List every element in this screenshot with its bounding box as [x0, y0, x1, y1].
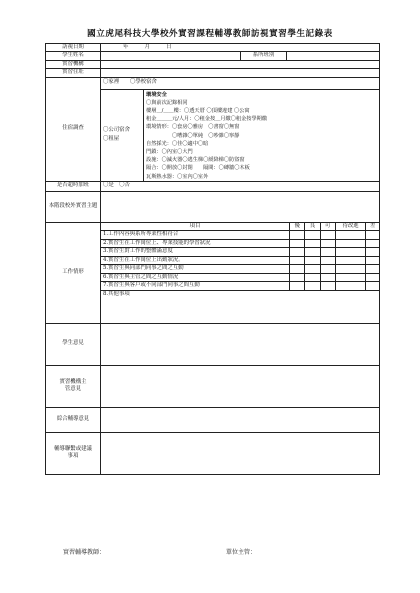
theme-field[interactable]: [101, 191, 380, 222]
situation-item: 5.實習生與同部門同事之間之互動: [101, 265, 290, 274]
org-field[interactable]: [101, 60, 380, 68]
suggest-label: 輔導聯繫或建議事項: [46, 432, 101, 474]
student-opinion-field[interactable]: [101, 323, 380, 365]
situation-row: [101, 273, 379, 282]
situation-cell: [101, 222, 380, 323]
rating-cell[interactable]: [366, 265, 379, 274]
address-field[interactable]: [101, 69, 380, 77]
situation-item: 1.工作內容與系所專業性相符合: [101, 231, 290, 240]
student-name-field[interactable]: [101, 52, 241, 60]
row-student-opinion: [46, 323, 380, 365]
rating-cell[interactable]: [335, 256, 366, 265]
rating-cell[interactable]: [335, 273, 366, 282]
student-name-label: 學生姓名: [46, 52, 101, 60]
rating-cell[interactable]: [290, 256, 305, 265]
housing-rent-option[interactable]: 〇租屋: [103, 136, 120, 143]
student-opinion-label: 學生意見: [46, 323, 101, 365]
teacher-field[interactable]: [101, 407, 380, 432]
row-address: [46, 69, 380, 77]
rating-cell[interactable]: [366, 282, 379, 291]
rating-cell[interactable]: [290, 265, 305, 274]
situation-row: [101, 282, 379, 291]
situation-header-item: 項目: [101, 223, 290, 231]
situation-other-row: [101, 290, 379, 323]
rating-cell[interactable]: [305, 231, 320, 240]
rating-cell[interactable]: [290, 239, 305, 248]
situation-item: 7.實習生與客戶或不同部門同事之間互動: [101, 282, 290, 291]
situation-header-fair: 可: [320, 223, 335, 231]
env-line[interactable]: 設施：〇滅火器〇逃生梯〇緩降梯〇防盜窗: [146, 157, 245, 164]
situation-item: 6.實習生與主管之間之互動情況: [101, 273, 290, 282]
row-overtime: [46, 181, 380, 191]
rating-cell[interactable]: [335, 248, 366, 257]
rating-cell[interactable]: [305, 248, 320, 257]
rating-cell[interactable]: [366, 239, 379, 248]
org-label: 實習機構: [46, 60, 101, 68]
situation-item: 4.實習生在工作崗位上出勤狀況。: [101, 256, 290, 265]
row-visit-date: [46, 44, 380, 52]
rating-cell[interactable]: [320, 231, 335, 240]
env-line[interactable]: 瓦斯熱水器：〇室內〇室外: [146, 173, 209, 180]
situation-row: [101, 239, 379, 248]
situation-row: [101, 265, 379, 274]
env-safety-cell: [144, 89, 380, 181]
situation-header-excellent: 優: [290, 223, 305, 231]
teacher-signature: 實習輔導教師：: [63, 549, 106, 556]
rating-cell[interactable]: [366, 231, 379, 240]
rating-cell[interactable]: [305, 273, 320, 282]
rating-cell[interactable]: [320, 273, 335, 282]
theme-label: 本階段校外實習主題: [46, 191, 101, 222]
row-teacher: [46, 407, 380, 432]
situation-header-row: [101, 223, 379, 231]
housing-rental-options[interactable]: [101, 89, 144, 181]
rating-cell[interactable]: [366, 273, 379, 282]
dept-label: 系所班別: [241, 52, 287, 60]
row-theme: [46, 191, 380, 222]
rating-cell[interactable]: [290, 282, 305, 291]
rating-cell[interactable]: [335, 282, 366, 291]
rating-cell[interactable]: [305, 239, 320, 248]
env-line[interactable]: 環境情形：〇套房〇雅房 〇書窗〇無窗: [146, 124, 240, 131]
env-line[interactable]: 租金＿＿＿元/人月：〇租金按＿月繳〇租金按學期繳: [146, 116, 268, 123]
rating-cell[interactable]: [335, 231, 366, 240]
situation-table: [101, 223, 379, 323]
row-supervisor: [46, 365, 380, 407]
supervisor-label: 實習機構主管意見: [46, 365, 101, 407]
env-line[interactable]: 隔合：〇開放〇封閉 隔間：〇磚牆〇木板: [146, 165, 250, 172]
rating-cell[interactable]: [335, 239, 366, 248]
rating-cell[interactable]: [366, 256, 379, 265]
rating-cell[interactable]: [290, 231, 305, 240]
row-student-name: [46, 52, 380, 60]
env-line[interactable]: 樓層＿/＿＿樓：〇透天厝 〇頂樓違建 〇公寓: [146, 108, 250, 114]
dept-field[interactable]: [287, 52, 380, 60]
rating-cell[interactable]: [290, 273, 305, 282]
situation-item: 2.實習生在工作崗位上、專業技能的學習狀況: [101, 239, 290, 248]
rating-cell[interactable]: [320, 248, 335, 257]
suggest-field[interactable]: [101, 432, 380, 474]
situation-header-poor: 差: [366, 223, 379, 231]
rating-cell[interactable]: [335, 265, 366, 274]
rating-cell[interactable]: [305, 256, 320, 265]
visit-date-label: 訪視日期: [46, 44, 101, 52]
situation-row: [101, 256, 379, 265]
rating-cell[interactable]: [320, 239, 335, 248]
situation-item: 3.實習生對工作的整體滿意度: [101, 248, 290, 257]
env-line[interactable]: 〇與前次記錄相同: [146, 99, 188, 106]
rating-cell[interactable]: [305, 282, 320, 291]
rating-cell[interactable]: [320, 265, 335, 274]
rating-cell[interactable]: [320, 256, 335, 265]
situation-other-item[interactable]: 8.其他事項: [101, 290, 379, 323]
rating-cell[interactable]: [366, 248, 379, 257]
visit-record-table: [45, 43, 380, 475]
situation-row: [101, 248, 379, 257]
env-line[interactable]: 自然採光：〇佳〇適中〇暗: [146, 140, 209, 147]
situation-label: 工作情形: [46, 222, 101, 323]
supervisor-field[interactable]: [101, 365, 380, 407]
form-title: 國立虎尾科技大學校外實習課程輔導教師訪視實習學生記錄表: [87, 29, 333, 39]
visit-date-value[interactable]: 年 月 日: [101, 44, 380, 52]
rating-cell[interactable]: [290, 248, 305, 257]
row-situation: [46, 222, 380, 323]
env-title: 環境安全: [146, 91, 167, 98]
teacher-label: 綜合輔導意見: [46, 407, 101, 432]
rating-cell[interactable]: [320, 282, 335, 291]
row-housing-top: [46, 77, 380, 89]
overtime-options[interactable]: 〇是 〇否: [101, 181, 380, 191]
rating-cell[interactable]: [305, 265, 320, 274]
supervisor-signature: 單位主管：: [226, 549, 257, 556]
address-label: 實習住址: [46, 69, 101, 77]
situation-row: [101, 231, 379, 240]
row-org: [46, 60, 380, 68]
row-suggest: [46, 432, 380, 474]
situation-header-good: 良: [305, 223, 320, 231]
housing-company-option[interactable]: 〇公司宿舍: [103, 127, 130, 134]
situation-header-improve: 待改進: [335, 223, 366, 231]
env-line[interactable]: 門鎖：〇內室〇大門: [146, 148, 193, 155]
housing-label: 住宿調查: [46, 77, 101, 181]
housing-top-options[interactable]: 〇家裡 〇學校宿舍: [101, 77, 380, 89]
env-line[interactable]: 〇嘈雜〇單純 〇吵雜〇寧靜: [146, 132, 240, 139]
overtime-label: 是否超時加班: [46, 181, 101, 191]
